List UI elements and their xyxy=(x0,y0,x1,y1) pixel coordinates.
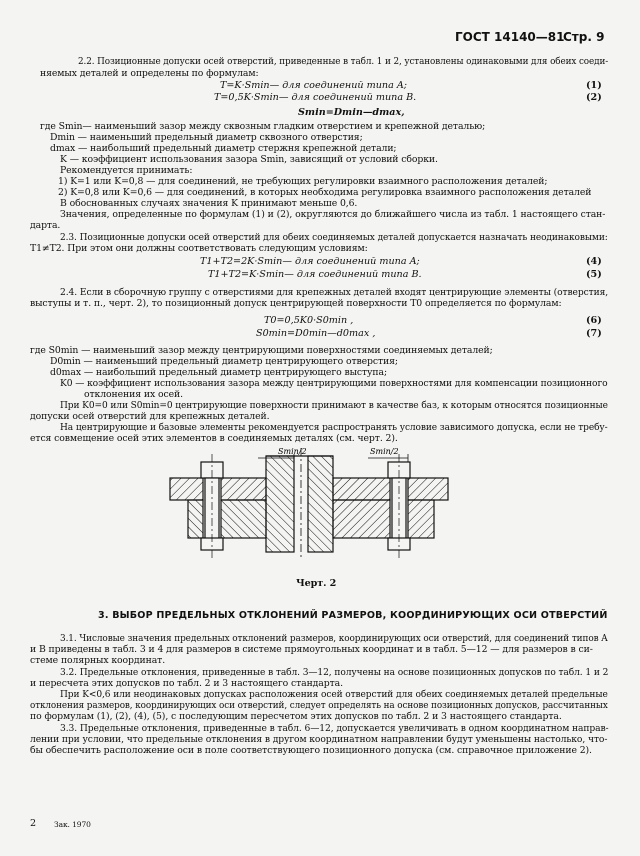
formula-2: T=0,5K·Smin— для соединений типа B. xyxy=(214,92,417,103)
recommend-3: В обоснованных случаях значения K принимают меньше 0,6. xyxy=(60,198,358,209)
recommend-1: 1) K=1 или K=0,8 — для соединений, не требующих регулировки взаимного расположения деталей; xyxy=(58,176,548,187)
dependent-tolerance-line2: ется совмещение осей этих элементов в соединяемых деталях (см. черт. 2). xyxy=(30,433,398,444)
dependent-tolerance-line1: На центрирующие и базовые элементы рекомендуется распространять условие зависимого допуска, если не требу- xyxy=(60,422,608,433)
formula-7-number: (7) xyxy=(586,328,602,339)
s31-line3: стеме полярных координат. xyxy=(30,655,166,666)
recommend-title: Рекомендуется принимать: xyxy=(60,165,193,176)
k0-zero-line2: допуски осей отверстий для крепежных деталей. xyxy=(30,411,270,422)
dim-label-left: Smin/2 xyxy=(278,448,307,456)
paragraph-2-3-line2: T1≠T2. При этом они должны соответствовать следующим условиям: xyxy=(30,243,368,254)
formula-5-number: (5) xyxy=(586,269,602,280)
formula-3: Smin=Dmin—dmax, xyxy=(298,107,405,118)
def-k0-cont: отклонения их осей. xyxy=(84,389,183,400)
formula-6: T0=0,5K0·S0min , xyxy=(264,315,354,326)
paragraph-2-2-line1: 2.2. Позиционные допуски осей отверстий, приведенные в табл. 1 и 2, установлены одинаковыми для обеих соеди- xyxy=(78,56,609,67)
s32-line5: по формулам (1), (2), (4), (5), с последующим пересчетом этих допусков по табл. 2 и 3 настоящего стандарта. xyxy=(30,711,562,722)
formula-1: T=K·Smin— для соединений типа A; xyxy=(220,80,407,91)
formula-5: T1+T2=K·Smin— для соединений типа B. xyxy=(208,269,422,280)
rounding-line1: Значения, определенные по формулам (1) и (2), округляются до ближайшего числа из табл. 1 настоящего стан- xyxy=(60,209,606,220)
assembly-drawing xyxy=(160,448,480,583)
formula-4: T1+T2=2K·Smin— для соединений типа A; xyxy=(200,256,420,267)
formula-7: S0min=D0min—d0max , xyxy=(256,328,376,339)
def-d0min: D0min — наименьший предельный диаметр центрирующего отверстия; xyxy=(50,356,398,367)
s31-line2: и B приведены в табл. 3 и 4 для размеров в системе прямоугольных координат и в табл. 5—12 — для размеров в си- xyxy=(30,644,593,655)
footer-order: Зак. 1970 xyxy=(54,820,91,829)
paragraph-2-2-line2: няемых деталей и определены по формулам: xyxy=(40,68,259,79)
left-bolt xyxy=(201,454,223,560)
s33-line2: лении при условии, что предельные отклонения в другом координатном направлении будут уменьшены настолько, что- xyxy=(30,734,608,745)
def-k0: K0 — коэффициент использования зазора между центрирующими поверхностями для компенсации позиционного xyxy=(60,378,608,389)
k0-zero-line1: При K0=0 или S0min=0 центрирующие поверхности принимают в качестве баз, к которым относятся позиционные xyxy=(60,400,608,411)
rounding-line2: дарта. xyxy=(30,220,61,231)
footer-page-number: 2 xyxy=(30,818,37,829)
s32-line4: отклонения размеров, координирующих оси отверстий, следует определять на основе позиционных допусков, рассчитанных xyxy=(30,700,608,711)
page-number-header: Стр. 9 xyxy=(563,30,605,44)
def-smin: где Smin— наименьший зазор между сквозным гладким отверстием и крепежной деталью; xyxy=(40,121,486,132)
s32-line1: 3.2. Предельные отклонения, приведенные в табл. 3—12, получены на основе позиционных допусков по табл. 1 и 2 xyxy=(60,667,609,678)
figure-caption: Черт. 2 xyxy=(296,578,337,589)
s31-line1: 3.1. Числовые значения предельных отклонений размеров, координирующих оси отверстий, для соединений типов A xyxy=(60,633,608,644)
dim-label-right: Smin/2 xyxy=(370,448,399,456)
def-s0min: где S0min — наименьший зазор между центрирующими поверхностями соединяемых деталей; xyxy=(30,345,493,356)
section-3-title: 3. ВЫБОР ПРЕДЕЛЬНЫХ ОТКЛОНЕНИЙ РАЗМЕРОВ, КООРДИНИРУЮЩИХ ОСИ ОТВЕРСТИЙ xyxy=(98,610,608,621)
def-k: K — коэффициент использования зазора Smin, зависящий от условий сборки. xyxy=(60,154,438,165)
def-dmin: Dmin — наименьший предельный диаметр сквозного отверстия; xyxy=(50,132,363,143)
paragraph-2-3-line1: 2.3. Позиционные допуски осей отверстий для обеих соединяемых деталей допускается назначать неодинаковыми: xyxy=(60,232,608,243)
central-boss xyxy=(266,448,333,560)
recommend-2: 2) K=0,8 или K=0,6 — для соединений, в которых необходима регулировка взаимного расположения деталей xyxy=(58,187,592,198)
s33-line3: бы обеспечить расположение оси в поле соответствующего позиционного допуска (см. справочное приложение 2). xyxy=(30,745,592,756)
gost-number: ГОСТ 14140—81 xyxy=(455,30,565,44)
right-bolt xyxy=(388,454,410,560)
def-dmax: dmax — наибольший предельный диаметр стержня крепежной детали; xyxy=(50,143,397,154)
formula-1-number: (1) xyxy=(586,80,602,91)
formula-4-number: (4) xyxy=(586,256,602,267)
def-d0max: d0max — наибольший предельный диаметр центрирующего выступа; xyxy=(50,367,387,378)
formula-2-number: (2) xyxy=(586,92,602,103)
s33-line1: 3.3. Предельные отклонения, приведенные в табл. 6—12, допускается увеличивать в одном координатном направ- xyxy=(60,723,609,734)
paragraph-2-4-line2: выступы и т. п., черт. 2), то позиционный допуск центрирующей поверхности T0 определяется по формулам: xyxy=(30,298,562,309)
formula-6-number: (6) xyxy=(586,315,602,326)
s32-line3: При K<0,6 или неодинаковых допусках расположения осей отверстий для обеих соединяемых деталей предельные xyxy=(60,689,608,700)
s32-line2: и пересчета этих допусков по табл. 2 и 3 настоящего стандарта. xyxy=(30,678,343,689)
paragraph-2-4-line1: 2.4. Если в сборочную группу с отверстиями для крепежных деталей входят центрирующие элементы (отверстия, xyxy=(60,287,609,298)
